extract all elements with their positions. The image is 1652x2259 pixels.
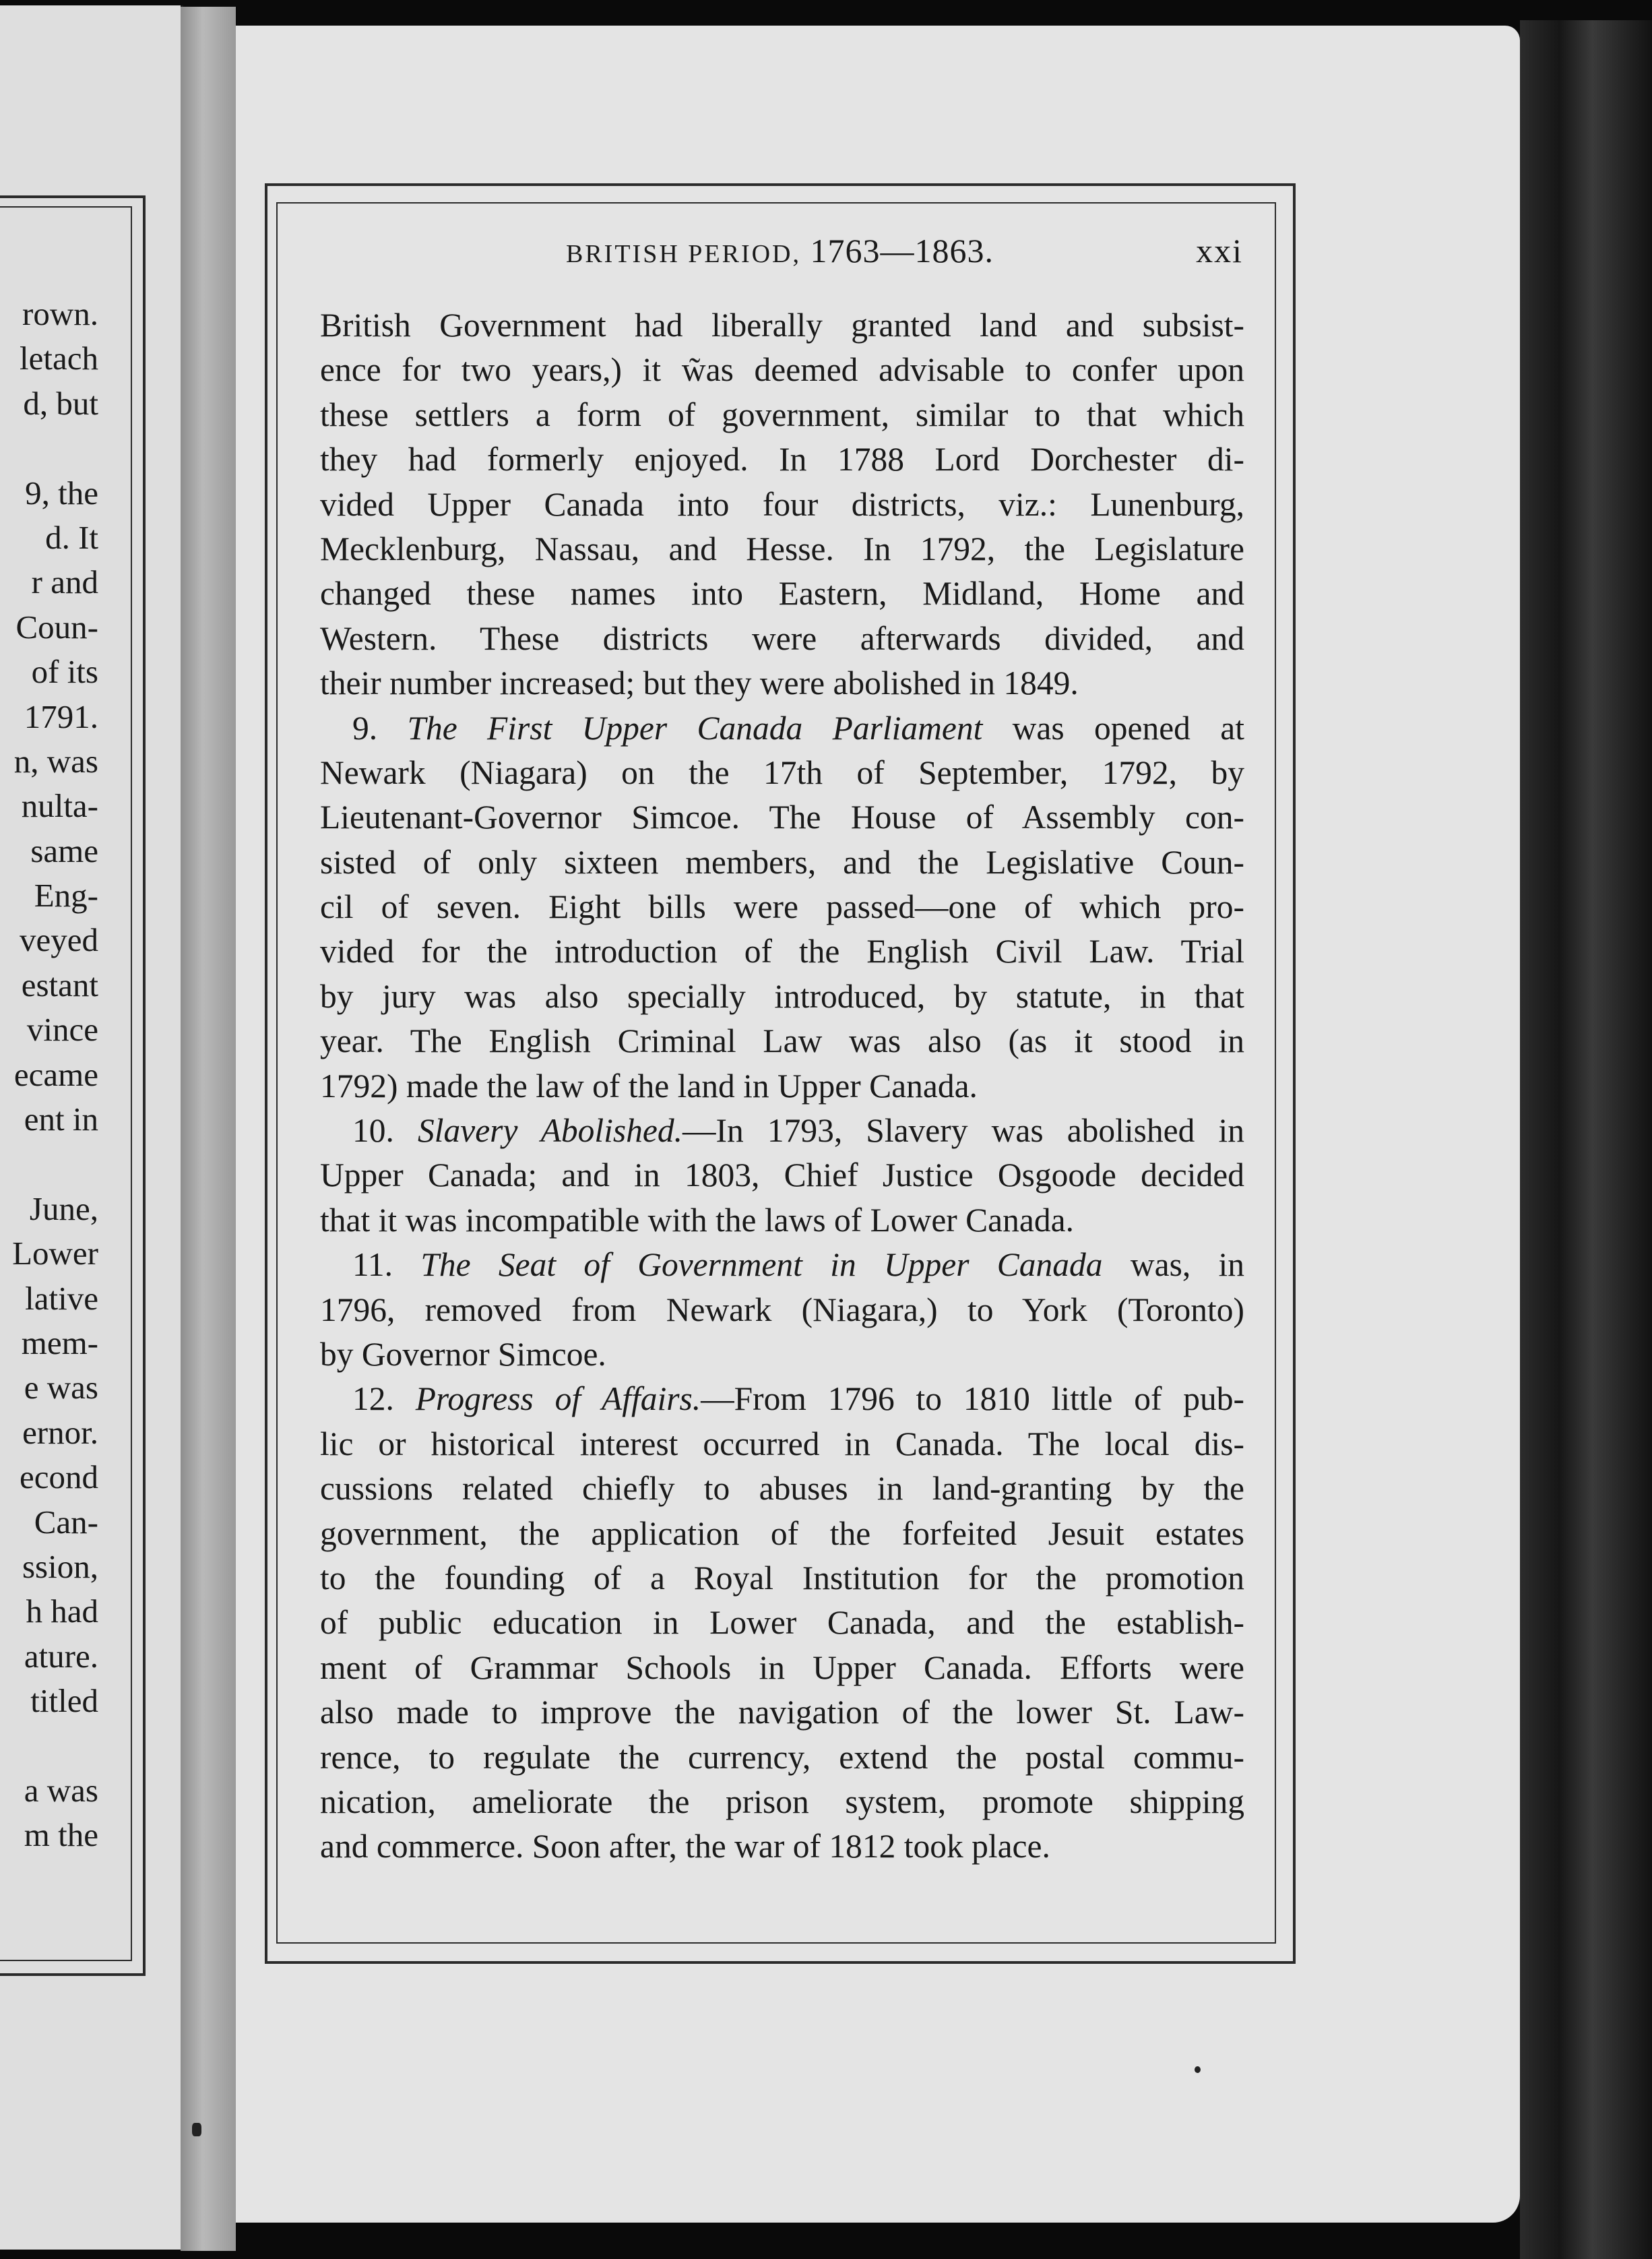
- text-line: [320, 617, 1244, 661]
- text-run: Newark (Niagara) on the 17th of September, 1792, by: [320, 753, 1244, 791]
- text-run: ment of Grammar Schools in Upper Canada. Efforts were: [320, 1648, 1244, 1686]
- section-heading: Progress of Affairs.: [415, 1380, 701, 1418]
- text-run: sisted of only sixteen members, and the Legislative Coun-: [320, 843, 1244, 881]
- text-run: they had formerly enjoyed. In 1788 Lord Dorchester di-: [320, 441, 1244, 478]
- text-run: 11.: [352, 1246, 421, 1284]
- text-line: [320, 885, 1244, 929]
- page-header: [317, 231, 1243, 278]
- left-page-fragment: a was: [24, 1771, 98, 1809]
- left-page-fragment: June,: [29, 1189, 98, 1227]
- left-page-fragment: estant: [21, 966, 98, 1003]
- text-run: 1792) made the law of the land in Upper Canada.: [320, 1067, 978, 1105]
- running-head: [317, 231, 1243, 270]
- text-run: also made to improve the navigation of the lower St. Law-: [320, 1694, 1244, 1731]
- section-heading: The First Upper Canada Parliament: [407, 709, 983, 747]
- text-run: Lieutenant-Governor Simcoe. The House of Assembly con-: [320, 799, 1244, 836]
- text-line: [320, 1019, 1244, 1063]
- text-line: [320, 348, 1244, 392]
- left-page-fragment: ernor.: [22, 1413, 98, 1451]
- text-run: 9.: [352, 709, 408, 747]
- text-line: [320, 1153, 1244, 1198]
- left-page-fragment: Eng-: [34, 877, 98, 915]
- text-run: that it was incompatible with the laws of Lower Canada.: [320, 1201, 1074, 1239]
- left-page-fragment: r and: [31, 563, 98, 601]
- text-run: to the founding of a Royal Institution for the promotion: [320, 1559, 1244, 1597]
- left-page-fragment: m the: [24, 1816, 98, 1854]
- left-page-fragment: of its: [31, 653, 98, 691]
- text-line: [320, 393, 1244, 437]
- left-page-text: [0, 292, 98, 1858]
- text-run: 10.: [352, 1112, 418, 1150]
- text-line: [320, 483, 1244, 527]
- text-run: nication, ameliorate the prison system, promote shipping: [320, 1783, 1244, 1820]
- text-line: [320, 1512, 1244, 1556]
- left-page-fragment: lative: [25, 1279, 98, 1317]
- text-line: [320, 795, 1244, 840]
- text-run: 12.: [352, 1380, 416, 1418]
- gutter: [181, 7, 236, 2251]
- text-run: by jury was also specially introduced, by statute, in that: [320, 977, 1244, 1015]
- text-line: [320, 1780, 1244, 1824]
- left-page-fragment: d. It: [45, 518, 98, 556]
- left-page-fragment: Lower: [12, 1235, 98, 1272]
- text-run: these settlers a form of government, similar to that which: [320, 396, 1244, 433]
- text-line: [320, 1690, 1244, 1735]
- text-line: [320, 527, 1244, 571]
- text-run: by Governor Simcoe.: [320, 1335, 606, 1373]
- text-line: [320, 1288, 1244, 1332]
- section-heading: Slavery Abolished.: [417, 1112, 682, 1150]
- left-page-fragment: titled: [30, 1682, 98, 1720]
- page-number: xxi: [1196, 232, 1243, 270]
- left-page-fragment: Can-: [34, 1503, 98, 1541]
- text-run: their number increased; but they were abolished in 1849.: [320, 664, 1079, 702]
- text-line: [320, 1601, 1244, 1645]
- text-run: of public education in Lower Canada, and the establish-: [320, 1604, 1244, 1642]
- left-page-fragment: ature.: [24, 1637, 98, 1675]
- text-run: vided Upper Canada into four districts, viz.: Lunenburg,: [320, 485, 1244, 523]
- section-heading: The Seat of Government in Upper Canada: [420, 1246, 1103, 1284]
- left-page-fragment: [0, 426, 98, 470]
- text-run: Upper Canada; and in 1803, Chief Justice Osgoode decided: [320, 1156, 1244, 1194]
- text-line: [320, 571, 1244, 616]
- text-line: [320, 1064, 1244, 1109]
- text-run: rence, to regulate the currency, extend the postal commu-: [320, 1738, 1244, 1776]
- text-line: [320, 1556, 1244, 1601]
- text-line: [320, 1422, 1244, 1466]
- body-text: [320, 303, 1244, 1869]
- left-page-fragment: h had: [26, 1592, 98, 1630]
- text-run: —From 1796 to 1810 little of pub-: [701, 1380, 1244, 1418]
- text-line: [320, 1332, 1244, 1377]
- book-edge: [1520, 20, 1652, 2259]
- left-page-fragment: mem-: [21, 1324, 98, 1361]
- text-run: lic or historical interest occurred in Canada. The local dis-: [320, 1425, 1244, 1462]
- left-page-fragment: [0, 1142, 98, 1186]
- text-run: cussions related chiefly to abuses in land-granting by the: [320, 1470, 1244, 1508]
- left-page-fragment: nulta-: [21, 787, 98, 825]
- left-page-fragment: [0, 1724, 98, 1768]
- left-page-fragment: rown.: [22, 295, 98, 332]
- text-run: Western. These districts were afterwards divided, and: [320, 619, 1244, 657]
- left-page-fragment: econd: [20, 1458, 98, 1496]
- text-line: [320, 1377, 1244, 1421]
- text-line: [320, 974, 1244, 1019]
- left-page-fragment: e was: [24, 1369, 98, 1406]
- text-run: Mecklenburg, Nassau, and Hesse. In 1792, the Legislature: [320, 530, 1244, 567]
- text-line: [320, 929, 1244, 974]
- text-line: [320, 1735, 1244, 1780]
- left-page-fragment: vince: [26, 1011, 98, 1049]
- text-run: was, in: [1102, 1246, 1245, 1284]
- left-page-fragment: 1791.: [24, 698, 98, 735]
- text-run: government, the application of the forfeited Jesuit estates: [320, 1514, 1244, 1552]
- text-line: [320, 1824, 1244, 1869]
- left-page-fragment: ent in: [24, 1101, 98, 1138]
- left-page-fragment: ecame: [13, 1055, 98, 1093]
- text-line: [320, 1243, 1244, 1287]
- running-head-title: BRITISH PERIOD,: [565, 240, 802, 268]
- text-line: [320, 751, 1244, 795]
- text-run: year. The English Criminal Law was also (as it stood in: [320, 1022, 1244, 1060]
- left-page-fragment: letach: [20, 340, 98, 377]
- text-run: 1796, removed from Newark (Niagara,) to York (Toronto): [320, 1291, 1244, 1328]
- text-run: changed these names into Eastern, Midland, Home and: [320, 575, 1244, 613]
- text-line: [320, 661, 1244, 706]
- text-line: [320, 1109, 1244, 1153]
- text-line: [320, 1466, 1244, 1511]
- text-run: was opened at: [982, 709, 1244, 747]
- text-line: [320, 437, 1244, 482]
- ink-mark: [192, 2123, 201, 2136]
- left-page-fragment: d, but: [23, 384, 98, 422]
- left-page-fragment: same: [30, 832, 98, 869]
- text-line: [320, 1198, 1244, 1243]
- text-run: —In 1793, Slavery was abolished in: [682, 1112, 1245, 1150]
- left-page-fragment: 9, the: [25, 474, 98, 512]
- text-run: vided for the introduction of the English Civil Law. Trial: [320, 933, 1244, 970]
- left-page-fragment: ssion,: [22, 1547, 98, 1585]
- left-page-fragment: Coun-: [15, 608, 98, 646]
- text-run: British Government had liberally granted land and subsist-: [320, 307, 1244, 344]
- text-line: [320, 706, 1244, 751]
- left-page-fragment: n, was: [13, 742, 98, 780]
- text-run: ence for two years,) it w̃as deemed advisable to confer upon: [320, 351, 1244, 389]
- text-line: [320, 1646, 1244, 1690]
- text-line: [320, 303, 1244, 348]
- text-run: cil of seven. Eight bills were passed—one of which pro-: [320, 888, 1244, 926]
- running-head-years: 1763—1863.: [810, 232, 994, 270]
- left-page-fragment: veyed: [20, 921, 98, 959]
- ink-speck: [1195, 2066, 1201, 2073]
- left-page: [0, 5, 183, 2250]
- text-line: [320, 840, 1244, 885]
- text-run: and commerce. Soon after, the war of 1812 took place.: [320, 1828, 1050, 1865]
